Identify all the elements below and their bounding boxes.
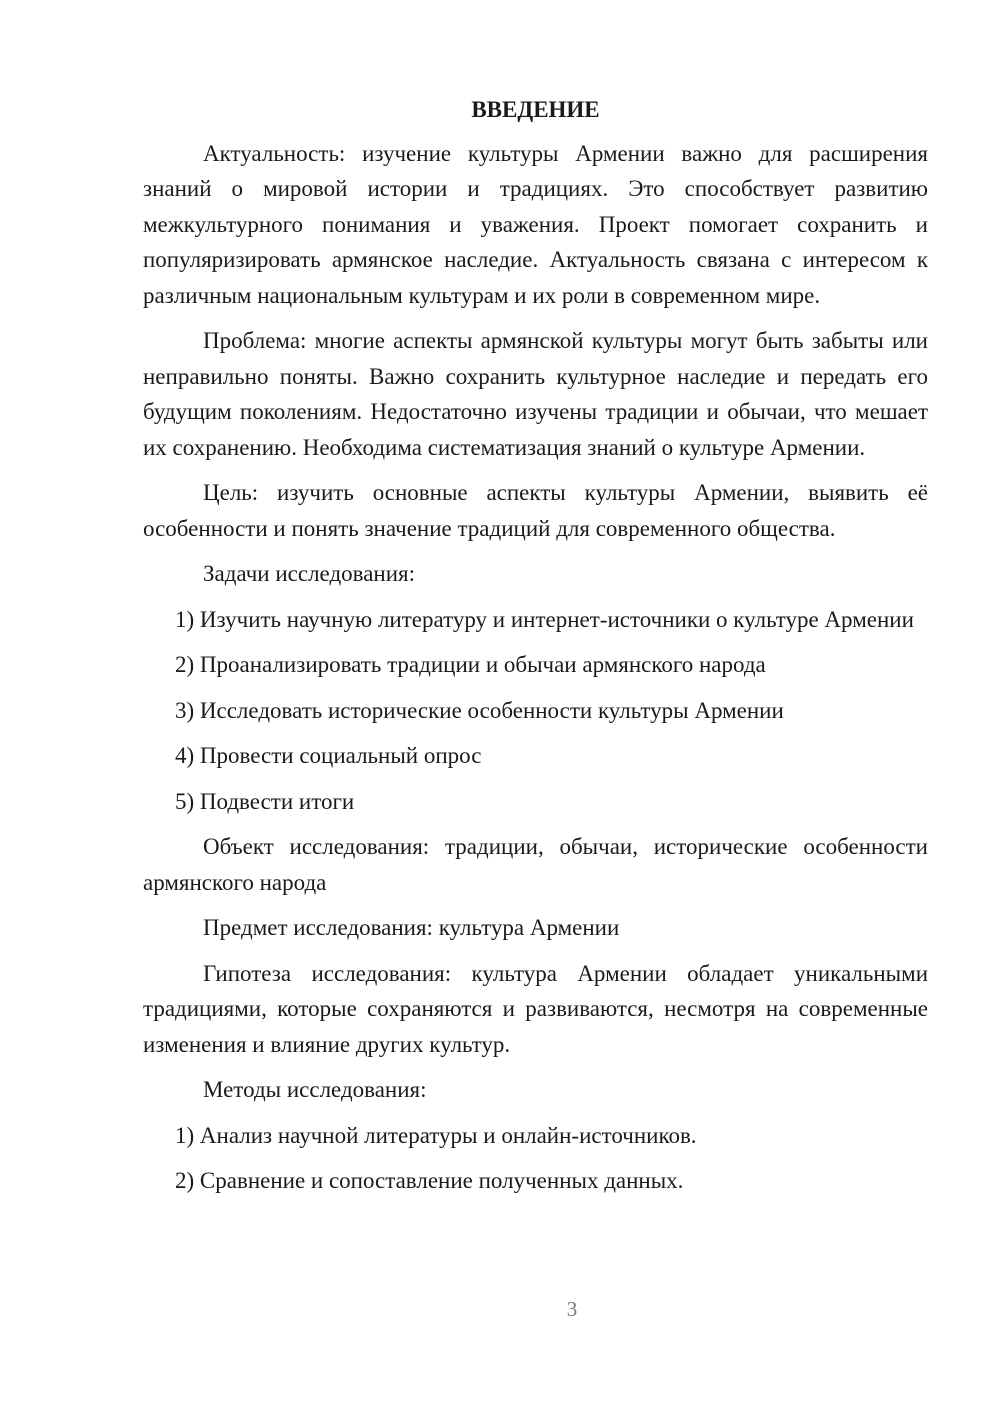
object-paragraph: Объект исследования: традиции, обычаи, исторические особенности армянского народа <box>143 834 928 895</box>
tasks-heading: Задачи исследования: <box>203 561 416 586</box>
page-title: ВВЕДЕНИЕ <box>471 97 600 122</box>
goal-paragraph: Цель: изучить основные аспекты культуры Армении, выявить её особенности и понять значение традиций для современного общества. <box>143 480 928 541</box>
relevance-paragraph: Актуальность: изучение культуры Армении важно для расширения знаний о мировой истории и традициях. Это способствует развитию межкультурного понимания и уважения. Проект помогает сохранить и популяризировать армянское наследие. Актуальность связана с интересом к различным национальным культурам и их роли в современном мире. <box>143 140 928 308</box>
document-body <box>143 92 928 1209</box>
problem-paragraph: Проблема: многие аспекты армянской культуры могут быть забыты или неправильно поняты. Важно сохранить культурное наследие и передать его будущим поколениям. Недостаточно изучены традиции и обычаи, что мешает их сохранению. Необходима систематизация знаний о культуре Армении. <box>143 328 928 460</box>
task-item-5: 5) Подвести итоги <box>175 788 355 814</box>
method-item-2: 2) Сравнение и сопоставление полученных данных. <box>175 1168 684 1193</box>
method-item-1: 1) Анализ научной литературы и онлайн-источников. <box>175 1122 697 1148</box>
page-number: 3 <box>566 1297 578 1321</box>
task-item-3: 3) Исследовать исторические особенности культуры Армении <box>175 697 784 723</box>
task-item-4: 4) Провести социальный опрос <box>175 743 482 768</box>
task-item-2: 2) Проанализировать традиции и обычаи армянского народа <box>175 652 766 677</box>
subject-paragraph: Предмет исследования: культура Армении <box>203 915 620 940</box>
hypothesis-paragraph: Гипотеза исследования: культура Армении обладает уникальными традициями, которые сохраняются и развиваются, несмотря на современные изменения и влияние других культур. <box>143 960 928 1057</box>
methods-heading: Методы исследования: <box>203 1077 427 1102</box>
task-item-1: 1) Изучить научную литературу и интернет-источники о культуре Армении <box>175 606 914 632</box>
